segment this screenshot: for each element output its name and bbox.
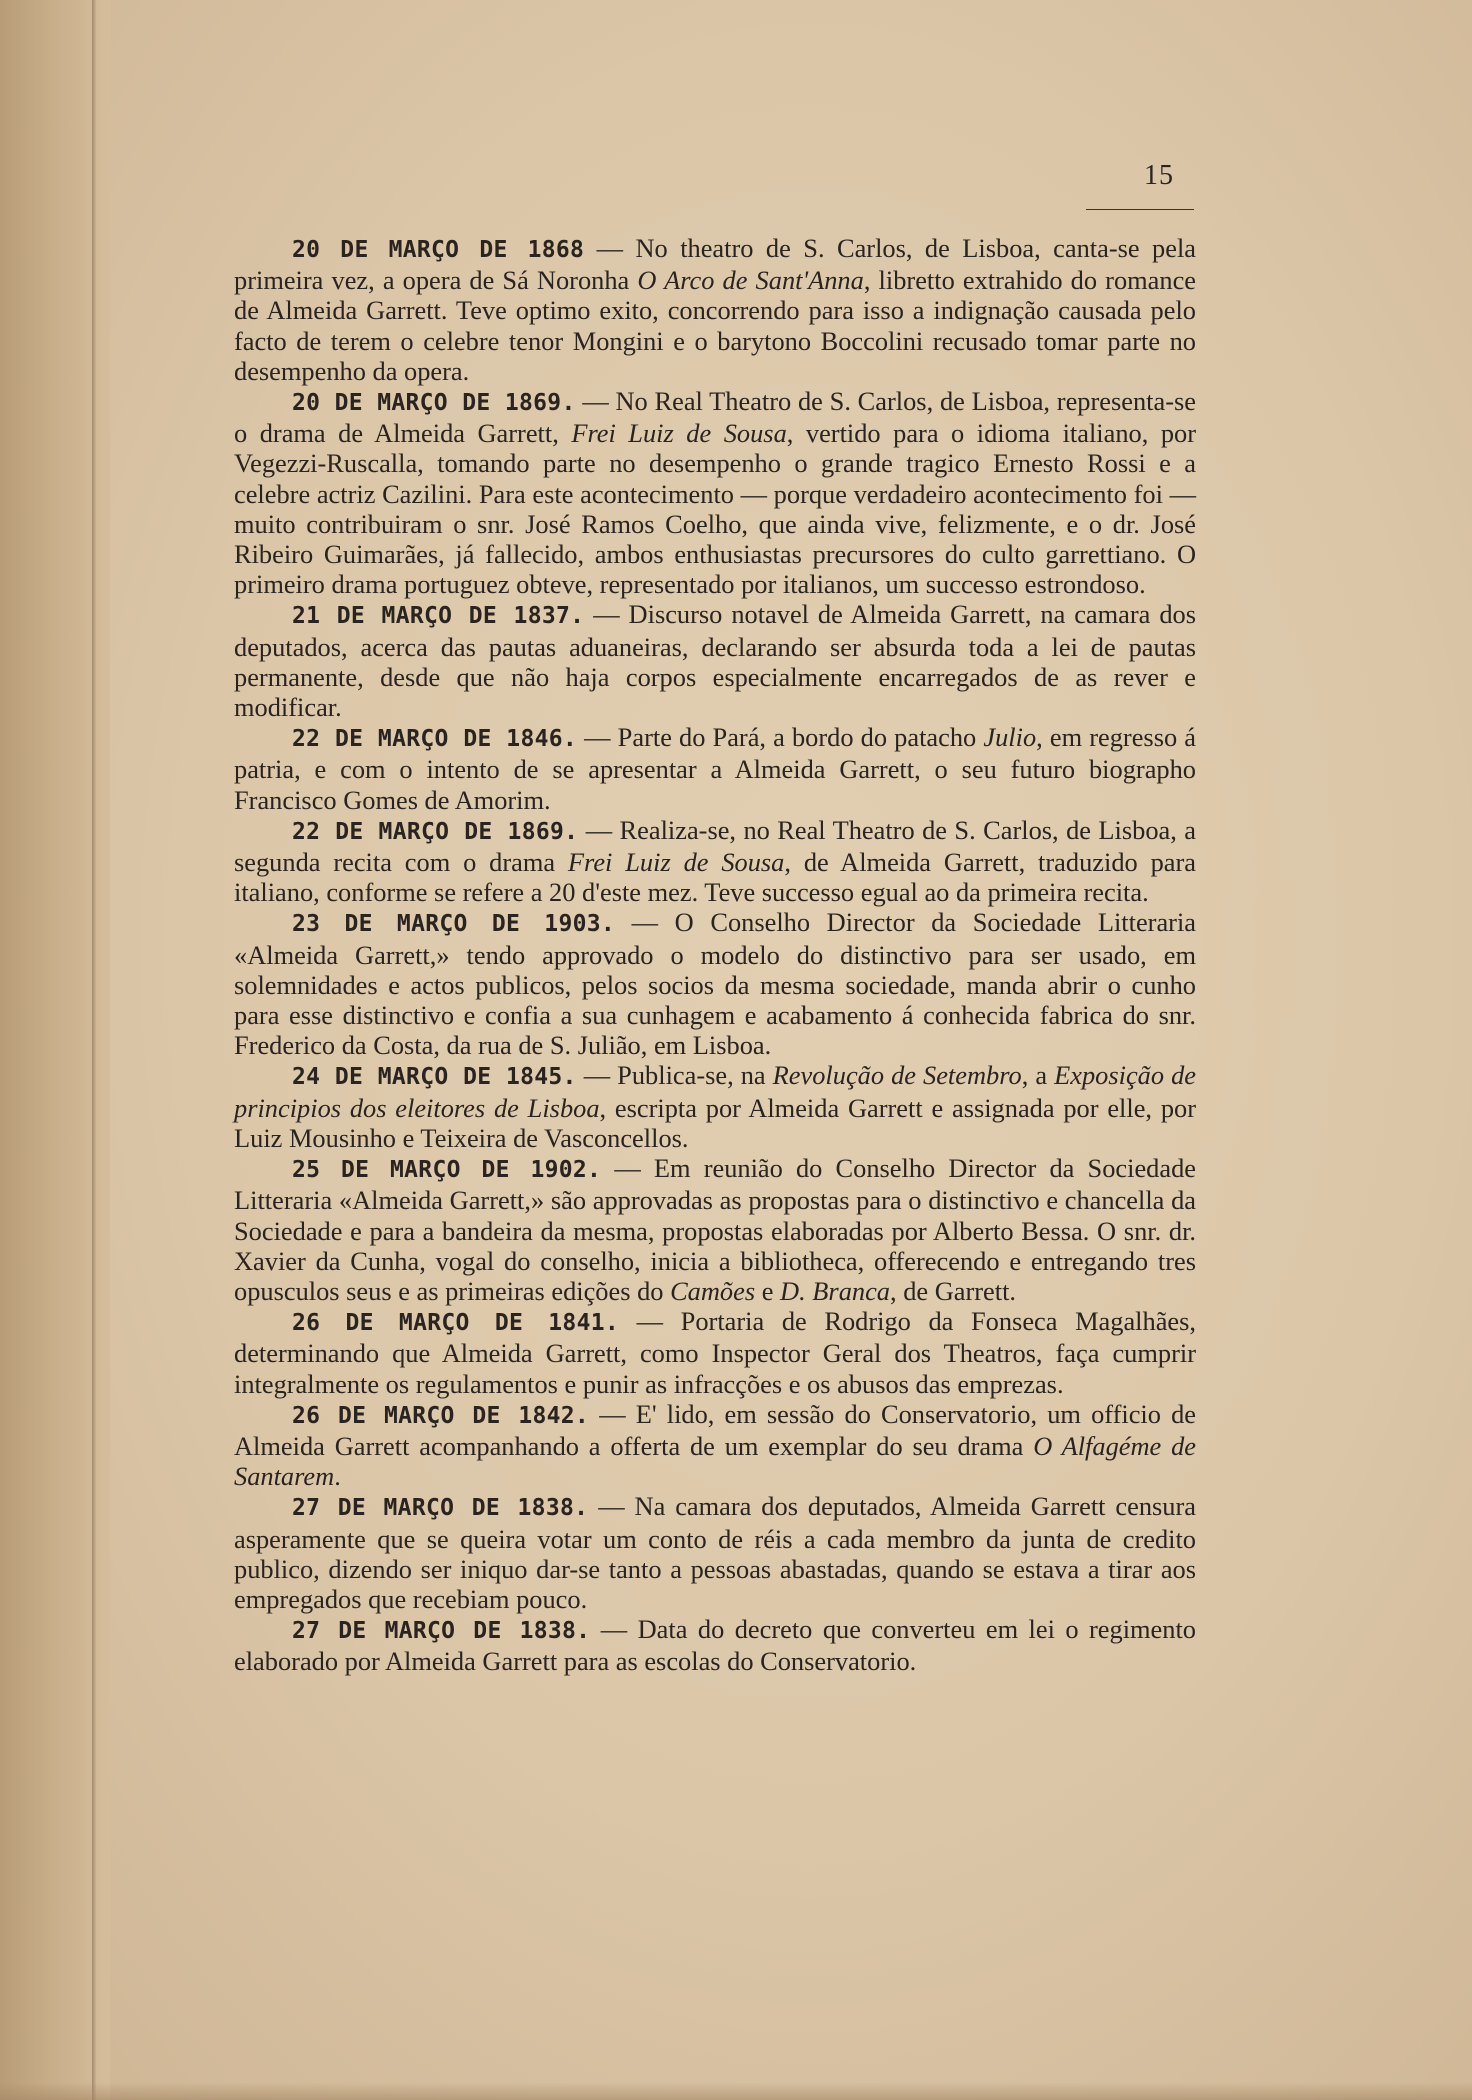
entry — [234, 1060, 1196, 1153]
entry-text: , vertido para o idioma italiano, por Vegezzi-Ruscalla, tomando parte no desempenho o grande tragico Ernesto Rossi e a celebre actriz Cazilini. Para este acontecimento — porque verdadeiro acontecimento foi — muito contribuiram o snr. José Ramos Coelho, que ainda vive, felizmente, e o dr. José Ribeiro Guimarães, já fallecido, ambos enthusiastas precursores do culto garrettiano. O primeiro drama portuguez obteve, representado por italianos, um successo estrondoso. — [234, 418, 1196, 600]
entry-text: — Portaria de Rodrigo da Fonseca Magalhães, determinando que Almeida Garrett, como Inspector Geral dos Theatros, faça cumprir integralmente os regulamentos e punir as infracções e os abusos das emprezas. — [234, 1306, 1196, 1399]
page-number-rule — [1086, 209, 1194, 210]
chronology-text — [234, 233, 1196, 1677]
entry-title: Frei Luiz de Sousa — [567, 847, 785, 878]
entry-title: Camões — [670, 1275, 756, 1306]
entry-text: — Parte do Pará, a bordo do patacho — [577, 722, 984, 753]
entry — [234, 599, 1196, 722]
entry — [234, 386, 1196, 599]
page-number: 15 — [1144, 160, 1174, 191]
entry-date: 22 DE MARÇO DE 1869. — [292, 818, 579, 845]
entry — [234, 233, 1196, 386]
entry-text: — Na camara dos deputados, Almeida Garrett censura asperamente que se queira votar um conto de réis a cada membro da junta de credito publico, dizendo ser iniquo dar-se tanto a pessoas abastadas, quando se estava a tirar aos empregados que recebiam pouco. — [234, 1491, 1196, 1614]
entry-date: 25 DE MARÇO DE 1902. — [292, 1157, 602, 1184]
entry-date: 26 DE MARÇO DE 1842. — [292, 1402, 590, 1429]
entry-text: , libretto extrahido do romance de Almeida Garrett. Teve optimo exito, concorrendo para isso a indignação causada pelo facto de terem o celebre tenor Mongini e o barytono Boccolini recusado tomar parte no desempenho da opera. — [234, 265, 1197, 386]
entry — [234, 1614, 1196, 1676]
entry-title: O Alfagéme de Santarem — [234, 1430, 1196, 1492]
entry-title: Frei Luiz de Sousa — [571, 418, 787, 449]
entry-text: , de Garrett. — [890, 1275, 1017, 1306]
entry — [234, 722, 1196, 815]
entry-title: D. Branca — [780, 1275, 890, 1306]
entry-date: 20 DE MARÇO DE 1869. — [292, 390, 576, 417]
entry-date: 24 DE MARÇO DE 1845. — [292, 1064, 577, 1091]
entry — [234, 815, 1196, 908]
entry-text: , escripta por Almeida Garrett e assignada por elle, por Luiz Mousinho e Teixeira de Vasconcellos. — [234, 1092, 1196, 1153]
entry — [234, 1153, 1196, 1306]
entry-title: Exposição de principios dos eleitores de Lisboa — [234, 1060, 1196, 1123]
entry — [234, 1491, 1196, 1614]
entry-text: — Realiza-se, no Real Theatro de S. Carlos, de Lisboa, a segunda recita com o drama — [234, 814, 1196, 878]
entry-text: — No Real Theatro de S. Carlos, de Lisboa, representa-se o drama de Almeida Garrett, — [234, 386, 1196, 449]
entry — [234, 907, 1196, 1060]
entry-text: e — [755, 1275, 781, 1306]
entry-date: 22 DE MARÇO DE 1846. — [292, 726, 578, 753]
entry — [234, 1399, 1196, 1492]
entry-date: 21 DE MARÇO DE 1837. — [292, 603, 585, 630]
entry-text: — O Conselho Director da Sociedade Litteraria «Almeida Garrett,» tendo approvado o modelo do distinctivo para ser usado, em solemnidades e actos publicos, pelos socios da mesma sociedade, manda abrir o cunho para esse distinctivo e confia a sua cunhagem e acabamento á conhecida fabrica do snr. Frederico da Costa, da rua de S. Julião, em Lisboa. — [234, 907, 1196, 1061]
entry-date: 27 DE MARÇO DE 1838. — [292, 1495, 589, 1522]
entry-title: Revolução de Setembro — [772, 1060, 1022, 1091]
entry-text: . — [334, 1461, 341, 1492]
entry-text: — No theatro de S. Carlos, de Lisboa, canta-se pela primeira vez, a opera de Sá Noronha — [234, 233, 1196, 296]
entry-date: 23 DE MARÇO DE 1903. — [292, 911, 616, 938]
entry-title: Julio — [983, 722, 1037, 753]
entry-text: , a — [1021, 1060, 1055, 1091]
entry-text: , de Almeida Garrett, traduzido para italiano, conforme se refere a 20 d'este mez. Teve successo egual ao da primeira recita. — [234, 847, 1196, 908]
entry-date: 20 DE MARÇO DE 1868 — [292, 237, 585, 263]
entry-text: , em regresso á patria, e com o intento de se apresentar a Almeida Garrett, o seu futuro biographo Francisco Gomes de Amorim. — [234, 722, 1197, 815]
entry — [234, 1306, 1196, 1399]
entry-date: 26 DE MARÇO DE 1841. — [292, 1310, 620, 1337]
entry-text: — Discurso notavel de Almeida Garrett, na camara dos deputados, acerca das pautas aduaneiras, declarando ser absurda toda a lei de pautas permanente, desde que não haja corpos especialmente encarregados de as rever e modificar. — [234, 599, 1196, 723]
binding-shadow — [92, 0, 96, 2100]
page-bottom-edge — [0, 2082, 1472, 2100]
entry-text: — Publica-se, na — [576, 1060, 773, 1091]
entry-text: — Em reunião do Conselho Director da Sociedade Litteraria «Almeida Garrett,» são approvadas as propostas para o distinctivo e chancella da Sociedade e para a bandeira da mesma, propostas elaboradas por Alberto Bessa. O snr. dr. Xavier da Cunha, vogal do conselho, inicia a bibliotheca, offerecendo e entregando tres opusculos seus e as primeiras edições do — [234, 1153, 1196, 1306]
entry-text: — E' lido, em sessão do Conservatorio, um officio de Almeida Garrett acompanhando a offerta de um exemplar do seu drama — [234, 1398, 1196, 1461]
entry-text: — Data do decreto que converteu em lei o regimento elaborado por Almeida Garrett para as escolas do Conservatorio. — [234, 1614, 1196, 1677]
entry-title: O Arco de Sant'Anna — [637, 265, 864, 296]
entry-date: 27 DE MARÇO DE 1838. — [292, 1618, 591, 1645]
